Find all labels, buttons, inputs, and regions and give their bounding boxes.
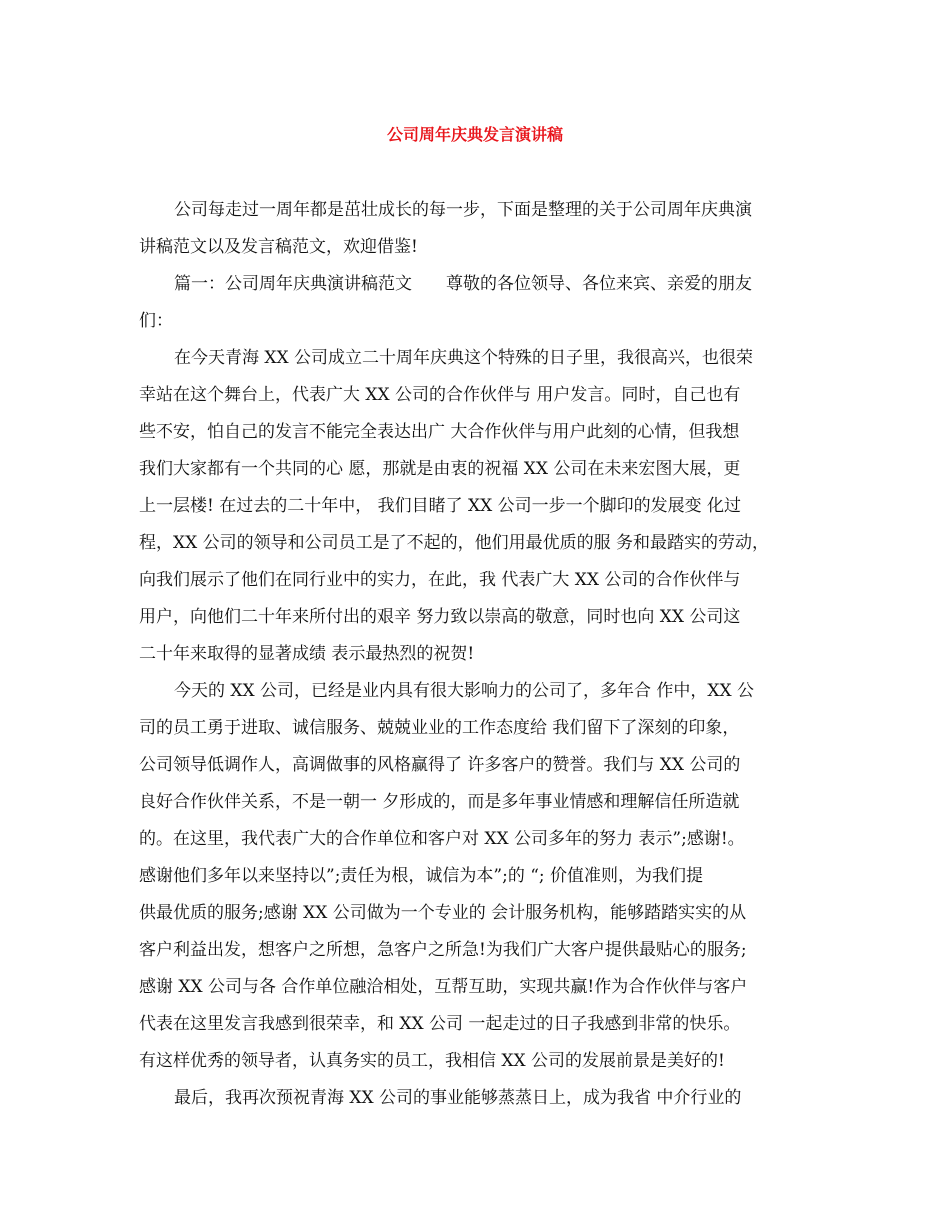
text-line: 有这样优秀的领导者，认真务实的员工，我相信 XX 公司的发展前景是美好的! (139, 1051, 725, 1071)
text-line: 客户利益出发，想客户之所想，急客户之所急!为我们广大客户提供最贴心的服务; (139, 940, 747, 960)
text-line: 供最优质的服务;感谢 XX 公司做为一个专业的 会计服务机构，能够踏踏实实的从 (139, 903, 747, 923)
text-line: 用户，向他们二十年来所付出的艰辛 努力致以崇高的敬意，同时也向 XX 公司这 (139, 607, 741, 627)
document-title: 公司周年庆典发言演讲稿 (386, 125, 563, 144)
text-line: 良好合作伙伴关系，不是一朝一 夕形成的，而是多年事业情感和理解信任所造就 (139, 792, 740, 812)
text-line: 今天的 XX 公司，已经是业内具有很大影响力的公司了，多年合 作中，XX 公 (174, 681, 755, 701)
text-line: 向我们展示了他们在同行业中的实力，在此，我 代表广大 XX 公司的合作伙伴与 (139, 570, 741, 590)
text-line: 感谢 XX 公司与各 合作单位融洽相处，互帮互助，实现共赢!作为合作伙伴与客户 (139, 977, 748, 997)
text-line: 二十年来取得的显著成绩 表示最热烈的祝贺! (139, 644, 475, 664)
text-line: 上一层楼! 在过去的二十年中， 我们目睹了 XX 公司一步一个脚印的发展变 化过 (139, 496, 742, 516)
text-line: 公司每走过一周年都是茁壮成长的每一步，下面是整理的关于公司周年庆典演 (174, 200, 752, 220)
text-line: 我们大家都有一个共同的心 愿，那就是由衷的祝福 XX 公司在未来宏图大展，更 (139, 459, 741, 479)
text-line: 代表在这里发言我感到很荣幸，和 XX 公司 一起走过的日子我感到非常的快乐。 (139, 1014, 741, 1034)
text-line: 最后，我再次预祝青海 XX 公司的事业能够蒸蒸日上，成为我省 中介行业的 (174, 1088, 742, 1108)
text-line: 讲稿范文以及发言稿范文，欢迎借鉴! (139, 237, 418, 257)
document-body (139, 192, 819, 1117)
text-line: 幸站在这个舞台上，代表广大 XX 公司的合作伙伴与 用户发言。同时，自己也有 (139, 385, 741, 405)
text-line: 的。在这里，我代表广大的合作单位和客户对 XX 公司多年的努力 表示”;感谢!。 (139, 829, 745, 849)
text-line: 司的员工勇于进取、诚信服务、兢兢业业的工作态度给 我们留下了深刻的印象， (139, 718, 740, 738)
text-line: 在今天青海 XX 公司成立二十周年庆典这个特殊的日子里，我很高兴，也很荣 (174, 348, 754, 368)
text-line: 们： (139, 311, 173, 331)
text-line: 感谢他们多年以来坚持以”;责任为根，诚信为本”;的 “; 价值准则，为我们提 (139, 866, 704, 886)
text-line: 篇一：公司周年庆典演讲稿范文 尊敬的各位领导、各位来宾、亲爱的朋友 (174, 274, 752, 294)
text-line: 公司领导低调作人，高调做事的风格赢得了 许多客户的赞誉。我们与 XX 公司的 (139, 755, 741, 775)
text-line: 些不安，怕自己的发言不能完全表达出广 大合作伙伴与用户此刻的心情，但我想 (139, 422, 740, 442)
text-line: 程，XX 公司的领导和公司员工是了不起的，他们用最优质的服 务和最踏实的劳动， (139, 533, 770, 553)
